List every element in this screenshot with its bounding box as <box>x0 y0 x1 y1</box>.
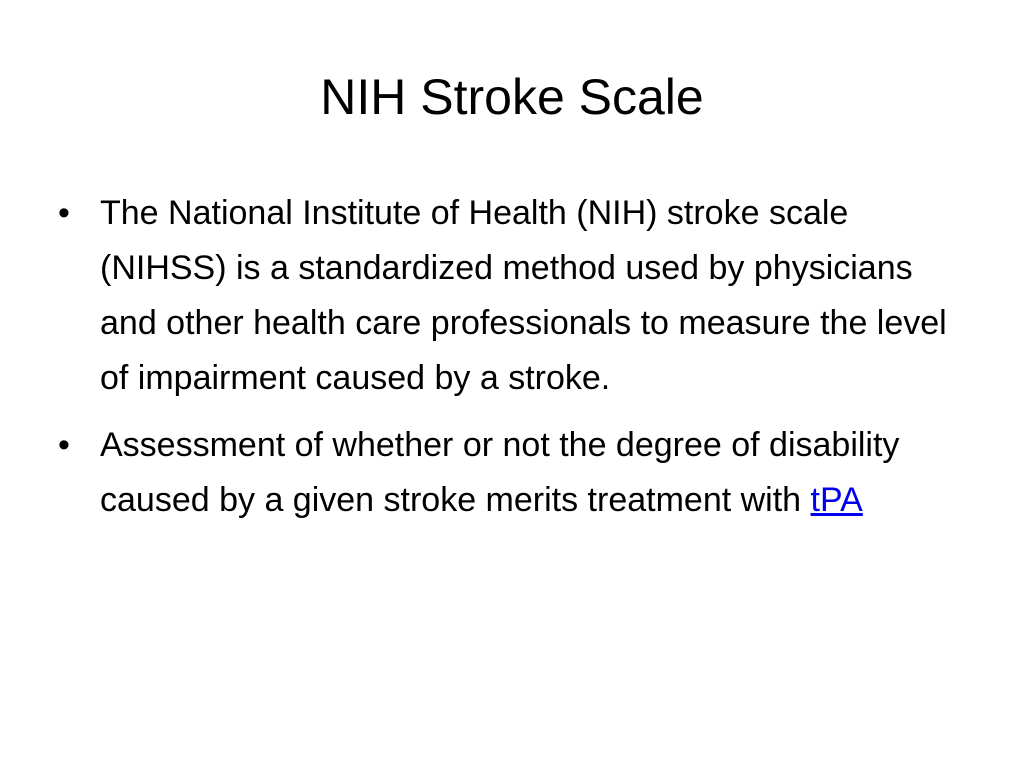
slide-title: NIH Stroke Scale <box>320 69 704 125</box>
tpa-link[interactable]: tPA <box>810 481 863 519</box>
bullet-list <box>52 186 952 540</box>
bullet-text: Assessment of whether or not the degree of disability caused by a given stroke merits treatment with <box>100 426 900 519</box>
bullet-item-nihss-definition <box>52 186 952 406</box>
bullet-text: The National Institute of Health (NIH) stroke scale (NIHSS) is a standardized method used by physicians and other health care professionals to measure the level of impairment caused by a stroke. <box>100 194 947 397</box>
bullet-icon: • <box>58 194 70 232</box>
bullet-icon: • <box>58 426 70 464</box>
bullet-item-assessment <box>52 418 952 528</box>
